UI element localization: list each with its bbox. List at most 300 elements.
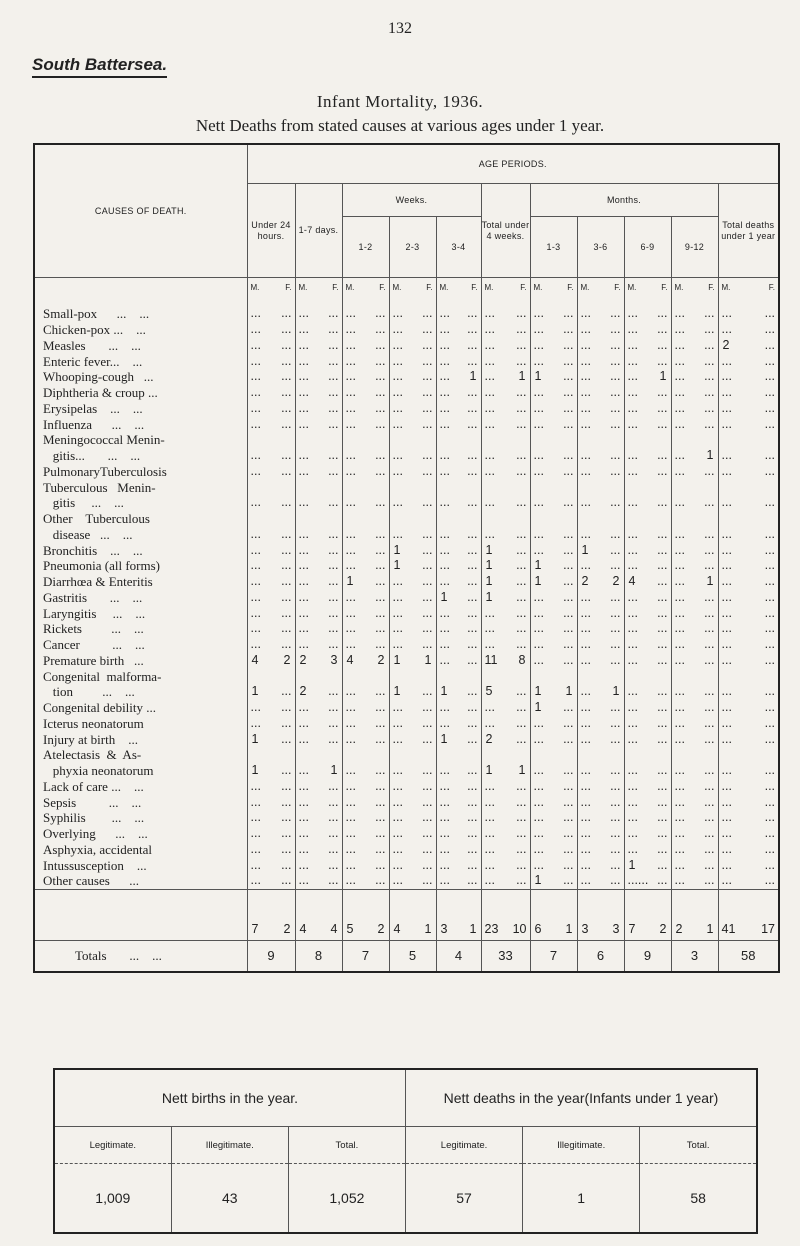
- female-value: ...: [563, 495, 574, 510]
- value-cell: [577, 527, 624, 543]
- female-value: ...: [422, 400, 433, 415]
- male-value: ...: [674, 637, 685, 652]
- male-value: ...: [627, 385, 638, 400]
- under-24-hours-header: Under 24 hours.: [247, 184, 295, 278]
- table-row: [34, 810, 779, 826]
- value-cell: [481, 495, 530, 511]
- female-value: ...: [281, 810, 292, 825]
- male-value: 1: [485, 589, 493, 604]
- female-value: ...: [328, 857, 339, 872]
- female-value: ...: [764, 369, 776, 384]
- cause-label: Intussusception ...: [43, 857, 147, 873]
- male-value: ...: [580, 306, 591, 321]
- value-cell: [295, 353, 342, 369]
- female-value: 2: [283, 652, 291, 667]
- value-cell: [436, 369, 481, 385]
- female-value: ...: [375, 700, 386, 715]
- female-value: ...: [657, 841, 668, 856]
- male-value: ...: [484, 715, 495, 730]
- value-cell: [718, 826, 779, 842]
- female-value: ...: [328, 353, 339, 368]
- male-value: 1: [251, 763, 259, 778]
- female-value: ...: [281, 574, 292, 589]
- cause-label: Cancer ... ...: [43, 637, 145, 653]
- value-cell: [671, 511, 718, 527]
- value-cell: [247, 385, 295, 401]
- value-cell: [342, 621, 389, 637]
- spacer-row: [34, 296, 779, 306]
- male-value: ...: [721, 416, 732, 431]
- female-value: ...: [704, 700, 715, 715]
- female-value: ...: [516, 526, 527, 541]
- male-value: ...: [674, 826, 685, 841]
- cause-label: Sepsis ... ...: [43, 794, 142, 810]
- female-value: ...: [657, 558, 668, 573]
- subtotal-cell: [389, 889, 436, 940]
- female-value: ...: [422, 526, 433, 541]
- cause-label: Influenza ... ...: [43, 416, 145, 432]
- male-value: ...: [250, 400, 261, 415]
- male-value: ...: [721, 605, 732, 620]
- male-value: ...: [627, 794, 638, 809]
- male-value: ...: [580, 322, 591, 337]
- value-cell: [671, 479, 718, 495]
- male-value: ...: [533, 763, 544, 778]
- value-cell: [295, 338, 342, 354]
- value-cell: [577, 448, 624, 464]
- male-value: ...: [439, 385, 450, 400]
- male-value: 1: [485, 763, 493, 778]
- cause-label: Diphtheria & croup ...: [43, 385, 158, 401]
- male-value: 6: [534, 921, 542, 936]
- female-value: ...: [764, 463, 776, 478]
- female-value: ...: [281, 400, 292, 415]
- male-value: ...: [298, 574, 309, 589]
- female-value: ...: [281, 715, 292, 730]
- value-cell: [671, 590, 718, 606]
- female-value: 3: [330, 652, 338, 667]
- value-cell: [389, 448, 436, 464]
- value-cell: [624, 779, 671, 795]
- male-value: ...: [721, 763, 732, 778]
- male-value: ...: [439, 448, 450, 463]
- male-value: ...: [484, 416, 495, 431]
- female-value: ...: [657, 495, 668, 510]
- female-value: ...: [375, 826, 386, 841]
- table-row: [34, 621, 779, 637]
- female-value: ...: [563, 652, 574, 667]
- female-value: ...: [375, 763, 386, 778]
- female-value: ...: [516, 841, 527, 856]
- value-cell: [481, 558, 530, 574]
- male-value: ...: [721, 621, 732, 636]
- female-value: ...: [704, 810, 715, 825]
- value-cell: [342, 527, 389, 543]
- value-cell: [342, 574, 389, 590]
- subtotal-cell: [295, 889, 342, 940]
- value-cell: [481, 385, 530, 401]
- male-value: 1: [393, 684, 401, 699]
- female-value: 1: [565, 684, 573, 699]
- male-value: ...: [392, 826, 403, 841]
- female-value: ...: [281, 495, 292, 510]
- male-value: ...: [674, 385, 685, 400]
- female-value: ...: [764, 306, 776, 321]
- value-cell: [481, 763, 530, 779]
- male-value: ...: [345, 337, 356, 352]
- female-value: ...: [516, 700, 527, 715]
- value-cell: [342, 432, 389, 448]
- male-value: ...: [345, 794, 356, 809]
- male-value: ...: [484, 778, 495, 793]
- female-value: ...: [467, 652, 478, 667]
- value-cell: [671, 527, 718, 543]
- female-value: 2: [377, 652, 385, 667]
- male-value: ...: [580, 637, 591, 652]
- male-value: ...: [392, 353, 403, 368]
- male-value: ...: [580, 857, 591, 872]
- female-value: ...: [375, 715, 386, 730]
- female-value: ...: [281, 637, 292, 652]
- male-value: ...: [627, 637, 638, 652]
- value-cell: [481, 605, 530, 621]
- value-cell: [342, 668, 389, 684]
- female-value: ...: [516, 873, 527, 888]
- male-value: ...: [298, 416, 309, 431]
- value-cell: [481, 779, 530, 795]
- value-cell: [671, 542, 718, 558]
- cause-label: phyxia neonatorum: [43, 763, 154, 779]
- table-row: [34, 668, 779, 684]
- male-value: ...: [580, 778, 591, 793]
- male-value: ...: [250, 542, 261, 557]
- male-value: ...: [250, 353, 261, 368]
- female-label: F.: [708, 282, 715, 292]
- female-value: ...: [764, 621, 776, 636]
- male-value: ...: [392, 763, 403, 778]
- male-value: ...: [392, 369, 403, 384]
- female-value: ...: [563, 621, 574, 636]
- female-value: ...: [610, 778, 621, 793]
- sex-header-cell: [295, 278, 342, 297]
- male-value: ...: [439, 857, 450, 872]
- female-value: ...: [422, 448, 433, 463]
- value-cell: [436, 684, 481, 700]
- value-cell: [342, 542, 389, 558]
- value-cell: [247, 353, 295, 369]
- value-cell: [577, 590, 624, 606]
- value-cell: [671, 464, 718, 480]
- female-value: ...: [467, 857, 478, 872]
- value-cell: [342, 464, 389, 480]
- female-value: ...: [610, 857, 621, 872]
- sex-header-cell: [389, 278, 436, 297]
- female-value: ...: [375, 794, 386, 809]
- value-cell: [577, 700, 624, 716]
- female-label: F.: [379, 282, 386, 292]
- female-value: ...: [704, 605, 715, 620]
- female-value: ...: [704, 684, 715, 699]
- value-cell: [624, 495, 671, 511]
- value-cell: [342, 763, 389, 779]
- value-cell: [436, 779, 481, 795]
- value-cell: [624, 857, 671, 873]
- value-cell: [530, 605, 577, 621]
- table-row: [34, 605, 779, 621]
- female-value: ...: [657, 652, 668, 667]
- value-cell: [577, 810, 624, 826]
- value-cell: [530, 511, 577, 527]
- male-value: ...: [580, 526, 591, 541]
- births-legitimate-value: 1,009: [95, 1190, 131, 1206]
- male-value: ...: [721, 794, 732, 809]
- female-value: ...: [516, 322, 527, 337]
- female-value: ...: [610, 385, 621, 400]
- male-value: ...: [439, 542, 450, 557]
- value-cell: [624, 810, 671, 826]
- value-cell: [247, 763, 295, 779]
- male-value: ...: [439, 778, 450, 793]
- male-value: ...: [439, 306, 450, 321]
- table-row: [34, 416, 779, 432]
- male-value: 1: [628, 857, 636, 872]
- total-cell: 9: [247, 940, 295, 972]
- female-value: ...: [704, 416, 715, 431]
- value-cell: [481, 873, 530, 889]
- male-value: ...: [345, 448, 356, 463]
- value-cell: [342, 826, 389, 842]
- value-cell: [481, 574, 530, 590]
- male-value: ...: [484, 463, 495, 478]
- cause-label: Congenital malforma-: [43, 668, 162, 684]
- female-value: ...: [764, 652, 776, 667]
- cause-label: Syphilis ... ...: [43, 810, 145, 826]
- female-value: ...: [422, 826, 433, 841]
- female-value: ...: [704, 353, 715, 368]
- male-value: 4: [628, 574, 636, 589]
- female-value: ...: [563, 794, 574, 809]
- value-cell: [342, 511, 389, 527]
- female-value: ...: [328, 322, 339, 337]
- female-value: ...: [657, 306, 668, 321]
- female-value: ...: [375, 322, 386, 337]
- deaths-legitimate-value: 57: [405, 1164, 522, 1234]
- male-value: ...: [533, 605, 544, 620]
- male-label: M.: [580, 282, 590, 292]
- value-cell: [530, 826, 577, 842]
- male-value: ...: [250, 700, 261, 715]
- male-value: ...: [392, 495, 403, 510]
- value-cell: [530, 700, 577, 716]
- value-cell: [389, 542, 436, 558]
- male-value: ...: [580, 731, 591, 746]
- female-value: ...: [516, 621, 527, 636]
- female-value: ...: [563, 369, 574, 384]
- male-value: ...: [345, 400, 356, 415]
- male-label: M.: [721, 282, 731, 292]
- male-value: ...: [345, 558, 356, 573]
- male-value: ...: [674, 700, 685, 715]
- value-cell: [577, 637, 624, 653]
- male-value: ...: [298, 621, 309, 636]
- value-cell: [718, 794, 779, 810]
- value-cell: [436, 747, 481, 763]
- value-cell: [718, 353, 779, 369]
- value-cell: [671, 637, 718, 653]
- male-value: ...: [484, 369, 495, 384]
- value-cell: [342, 857, 389, 873]
- value-cell: [389, 842, 436, 858]
- female-value: ...: [610, 526, 621, 541]
- infant-mortality-table: [33, 143, 780, 973]
- male-value: ...: [533, 495, 544, 510]
- value-cell: [481, 684, 530, 700]
- male-value: 1: [485, 542, 493, 557]
- female-value: ...: [610, 416, 621, 431]
- value-cell: [624, 448, 671, 464]
- value-cell: [624, 716, 671, 732]
- value-cell: [718, 464, 779, 480]
- value-cell: [481, 479, 530, 495]
- female-value: ...: [516, 400, 527, 415]
- value-cell: [481, 668, 530, 684]
- male-value: ...: [484, 605, 495, 620]
- days-1-7-header: 1-7 days.: [295, 184, 342, 278]
- male-value: 1: [440, 684, 448, 699]
- male-label: M.: [298, 282, 308, 292]
- value-cell: [577, 432, 624, 448]
- female-value: ...: [281, 385, 292, 400]
- value-cell: [624, 464, 671, 480]
- value-cell: [718, 763, 779, 779]
- cause-label: gitis... ... ...: [43, 448, 141, 464]
- male-value: ...: [345, 416, 356, 431]
- male-value: ...: [580, 605, 591, 620]
- value-cell: [295, 763, 342, 779]
- value-cell: [671, 873, 718, 889]
- female-value: ...: [563, 353, 574, 368]
- value-cell: [530, 637, 577, 653]
- male-value: ...: [250, 526, 261, 541]
- value-cell: [295, 653, 342, 669]
- table-row: [34, 401, 779, 417]
- value-cell: [436, 605, 481, 621]
- male-value: ...: [439, 369, 450, 384]
- male-value: ...: [533, 652, 544, 667]
- male-value: ...: [674, 715, 685, 730]
- cause-label: Meningococcal Menin-: [43, 432, 165, 448]
- female-value: ...: [704, 463, 715, 478]
- cause-label: Gastritis ... ...: [43, 589, 143, 605]
- male-value: ...: [298, 637, 309, 652]
- table-row: [34, 495, 779, 511]
- value-cell: [577, 857, 624, 873]
- value-cell: [481, 826, 530, 842]
- male-value: ...: [721, 542, 732, 557]
- female-value: ...: [422, 463, 433, 478]
- cause-label: Congenital debility ...: [43, 700, 157, 716]
- value-cell: [671, 779, 718, 795]
- female-value: ...: [422, 306, 433, 321]
- value-cell: [530, 479, 577, 495]
- male-value: ...: [345, 826, 356, 841]
- male-value: ...: [392, 526, 403, 541]
- female-value: ...: [328, 841, 339, 856]
- female-value: ...: [281, 841, 292, 856]
- male-value: ...: [345, 605, 356, 620]
- value-cell: [342, 401, 389, 417]
- value-cell: [624, 826, 671, 842]
- male-value: ...: [674, 873, 685, 888]
- value-cell: [718, 448, 779, 464]
- female-value: ...: [467, 621, 478, 636]
- value-cell: [718, 401, 779, 417]
- female-value: ...: [516, 463, 527, 478]
- male-value: ...: [533, 810, 544, 825]
- cause-label: Bronchitis ... ...: [43, 542, 143, 558]
- male-value: ...: [298, 794, 309, 809]
- male-value: ...: [298, 400, 309, 415]
- female-value: ...: [610, 763, 621, 778]
- male-value: ...: [627, 542, 638, 557]
- male-value: ...: [345, 322, 356, 337]
- spacer-cell: [34, 296, 247, 306]
- male-value: ...: [721, 684, 732, 699]
- age-periods-header: AGE PERIODS.: [247, 144, 779, 184]
- female-value: ...: [281, 526, 292, 541]
- male-value: 1: [485, 558, 493, 573]
- male-value: 1: [393, 542, 401, 557]
- female-value: ...: [704, 369, 715, 384]
- male-value: ...: [250, 337, 261, 352]
- value-cell: [671, 747, 718, 763]
- female-value: ...: [563, 589, 574, 604]
- female-value: ...: [375, 574, 386, 589]
- female-value: ...: [764, 589, 776, 604]
- female-value: ...: [375, 385, 386, 400]
- value-cell: [342, 416, 389, 432]
- female-value: ...: [563, 558, 574, 573]
- value-cell: [436, 716, 481, 732]
- male-value: ...: [298, 337, 309, 352]
- male-value: ...: [627, 652, 638, 667]
- value-cell: [624, 338, 671, 354]
- female-value: 1: [424, 921, 432, 936]
- male-value: ...: [250, 369, 261, 384]
- value-cell: [481, 857, 530, 873]
- female-value: ...: [422, 385, 433, 400]
- male-value: ...: [580, 337, 591, 352]
- male-value: ...: [392, 841, 403, 856]
- male-value: ...: [627, 306, 638, 321]
- female-value: ...: [563, 810, 574, 825]
- female-value: ...: [281, 605, 292, 620]
- value-cell: [389, 353, 436, 369]
- value-cell: [671, 495, 718, 511]
- table-row: [34, 558, 779, 574]
- value-cell: [577, 668, 624, 684]
- male-value: ...: [298, 700, 309, 715]
- male-value: ...: [250, 589, 261, 604]
- female-value: ...: [610, 810, 621, 825]
- female-value: ...: [467, 589, 478, 604]
- value-cell: [624, 637, 671, 653]
- sex-header-cell: [342, 278, 389, 297]
- value-cell: [389, 857, 436, 873]
- cause-label: Tuberculous Menin-: [43, 479, 156, 495]
- table-row: [34, 731, 779, 747]
- female-value: ...: [563, 715, 574, 730]
